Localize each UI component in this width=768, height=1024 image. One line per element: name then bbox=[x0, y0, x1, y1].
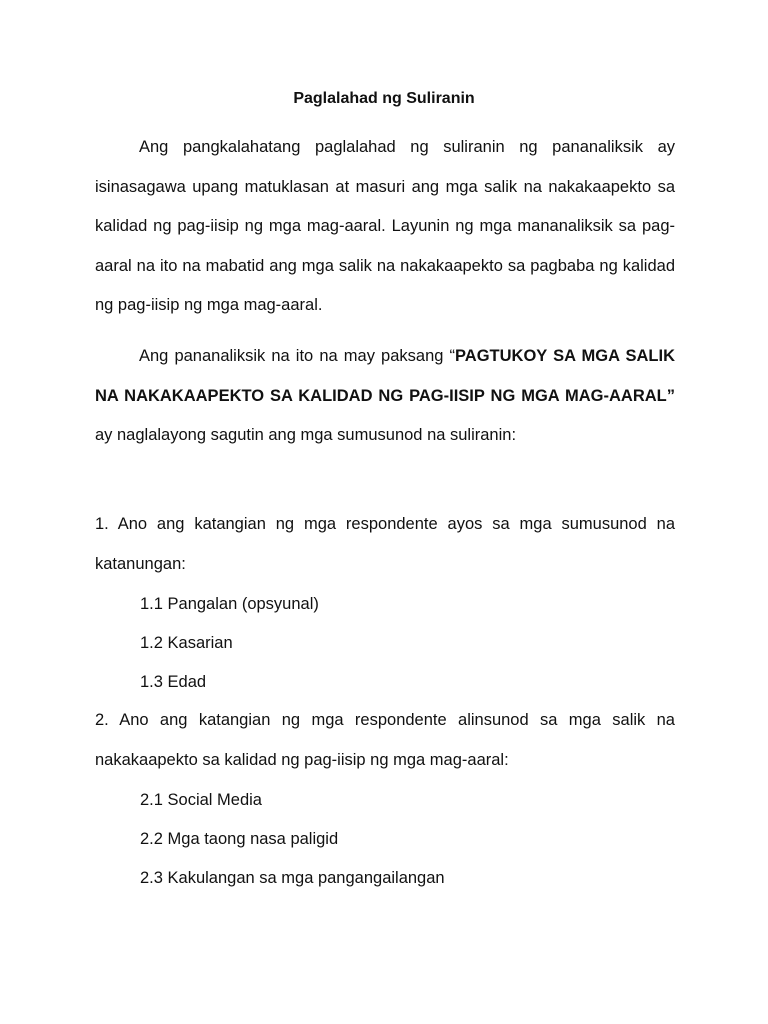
intro-paragraph: Ang pangkalahatang paglalahad ng suliranin ng pananaliksik ay isinasagawa upang matuklasan at masuri ang mga salik na nakakaapekto sa kalidad ng pag-iisip ng mga mag-aaral. Layunin ng mga mananaliksik sa pag-aaral na ito na mabatid ang mga salik na nakakaapekto sa pagbaba ng kalidad ng pag-iisip ng mga mag-aaral. bbox=[95, 138, 675, 314]
question-1-item: 1.1 Pangalan (opsyunal) bbox=[140, 595, 319, 613]
study-paragraph-lead: Ang pananaliksik na ito na may paksang “ bbox=[139, 347, 456, 365]
question-1-item: 1.3 Edad bbox=[140, 673, 207, 691]
question-2-item: 2.2 Mga taong nasa paligid bbox=[140, 830, 339, 848]
study-paragraph bbox=[95, 337, 675, 456]
document-title: Paglalahad ng Suliranin bbox=[293, 90, 475, 107]
question-2-item: 2.3 Kakulangan sa mga pangangailangan bbox=[140, 869, 445, 887]
question-1-item: 1.2 Kasarian bbox=[140, 634, 233, 652]
question-2: 2. Ano ang katangian ng mga respondente alinsunod sa mga salik na nakakaapekto sa kalidad ng pag-iisip ng mga mag-aaral: bbox=[95, 711, 675, 769]
question-2-item: 2.1 Social Media bbox=[140, 791, 262, 809]
study-title: PAGTUKOY SA MGA SALIK NA NAKAKAAPEKTO SA KALIDAD NG PAG-IISIP NG MGA MAG-AARAL” bbox=[95, 347, 675, 405]
study-paragraph-tail: ay naglalayong sagutin ang mga sumusunod na suliranin: bbox=[95, 426, 517, 444]
question-1: 1. Ano ang katangian ng mga respondente ayos sa mga sumusunod na katanungan: bbox=[95, 515, 675, 573]
